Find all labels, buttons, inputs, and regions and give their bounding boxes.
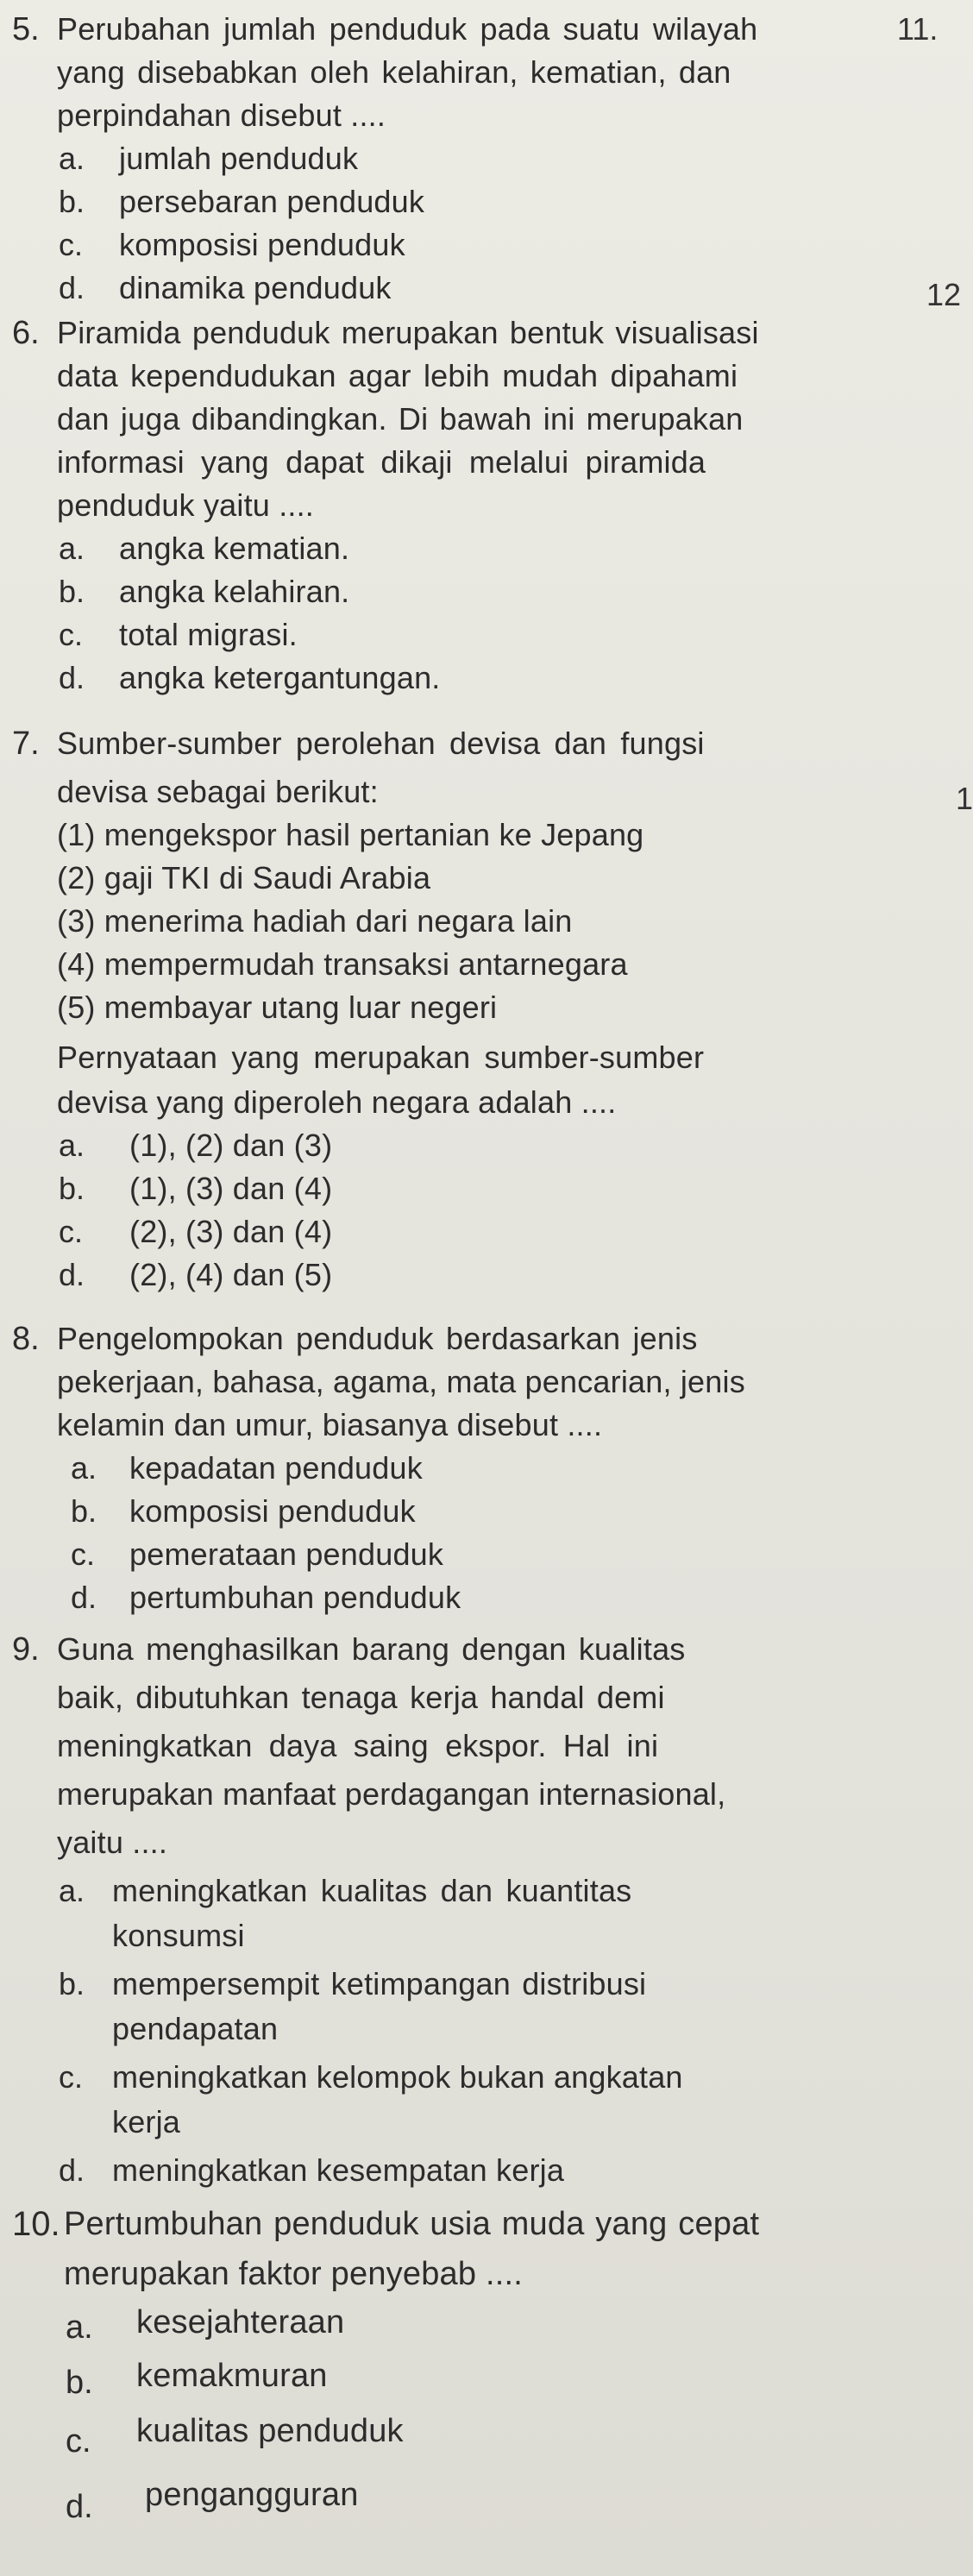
question-number: 10. (12, 2205, 60, 2243)
question-stem-line: devisa yang diperoleh negara adalah .... (57, 1084, 617, 1120)
question-stem-line: pekerjaan, bahasa, agama, mata pencarian, jenis (57, 1364, 745, 1399)
statement-item: (2) gaji TKI di Saudi Arabia (57, 860, 431, 895)
option-text: kerja (112, 2104, 181, 2139)
question-number: 7. (12, 726, 40, 762)
option-text: kepadatan penduduk (129, 1450, 423, 1486)
option-letter: a. (59, 141, 85, 176)
option-text: meningkatkan kesempatan kerja (112, 2152, 565, 2188)
option-letter: a. (71, 1450, 97, 1486)
option-letter: d. (59, 660, 85, 695)
option-text: persebaran penduduk (119, 184, 425, 219)
option-text: kualitas penduduk (136, 2413, 404, 2449)
option-letter: b. (59, 184, 85, 219)
option-text: meningkatkan kualitas dan kuantitas (112, 1873, 632, 1908)
option-letter: c. (59, 617, 84, 652)
option-text: pengangguran (145, 2477, 359, 2513)
option-letter: b. (59, 1966, 85, 2001)
option-letter: d. (59, 270, 85, 305)
option-letter: d. (71, 1580, 97, 1615)
question-stem-line: Guna menghasilkan barang dengan kualitas (57, 1631, 686, 1667)
statement-item: (5) membayar utang luar negeri (57, 990, 498, 1025)
option-letter: a. (59, 1128, 85, 1163)
option-text: pemerataan penduduk (129, 1536, 444, 1572)
side-number: 1 (956, 781, 973, 816)
question-stem-line: data kependudukan agar lebih mudah dipahami (57, 358, 738, 393)
option-letter: c. (66, 2423, 91, 2460)
option-text: pendapatan (112, 2011, 279, 2046)
question-stem-line: yaitu .... (57, 1825, 168, 1860)
question-stem-line: Perubahan jumlah penduduk pada suatu wilayah (57, 11, 758, 47)
question-stem-line: dan juga dibandingkan. Di bawah ini merupakan (57, 401, 744, 437)
statement-item: (1) mengekspor hasil pertanian ke Jepang (57, 817, 644, 852)
option-text: konsumsi (112, 1918, 245, 1953)
option-letter: d. (59, 1257, 85, 1292)
option-text: (1), (3) dan (4) (129, 1171, 333, 1206)
option-text: angka ketergantungan. (119, 660, 441, 695)
option-text: pertumbuhan penduduk (129, 1580, 461, 1615)
question-number: 5. (12, 11, 40, 47)
side-number: 11. (897, 11, 938, 47)
option-letter: b. (71, 1493, 97, 1529)
option-letter: c. (59, 227, 84, 262)
question-number: 8. (12, 1321, 40, 1357)
question-stem-line: penduduk yaitu .... (57, 487, 315, 523)
option-letter: a. (66, 2309, 93, 2346)
question-stem-line: baik, dibutuhkan tenaga kerja handal demi (57, 1680, 665, 1715)
option-letter: d. (59, 2152, 85, 2188)
option-text: (2), (4) dan (5) (129, 1257, 333, 1292)
question-stem-line: yang disebabkan oleh kelahiran, kematian, dan (57, 54, 731, 90)
option-letter: a. (59, 531, 85, 566)
option-letter: a. (59, 1873, 85, 1908)
question-stem-line: Pertumbuhan penduduk usia muda yang cepat (64, 2206, 760, 2242)
question-number: 9. (12, 1631, 40, 1668)
question-stem-line: Sumber-sumber perolehan devisa dan fungsi (57, 726, 705, 761)
option-letter: c. (59, 1214, 84, 1249)
option-text: komposisi penduduk (129, 1493, 416, 1529)
option-text: angka kelahiran. (119, 574, 350, 609)
statement-item: (4) mempermudah transaksi antarnegara (57, 946, 628, 982)
option-text: mempersempit ketimpangan distribusi (112, 1966, 647, 2001)
option-letter: b. (59, 574, 85, 609)
question-stem-line: informasi yang dapat dikaji melalui piramida (57, 444, 706, 480)
side-number: 12 (926, 277, 962, 312)
option-text: angka kematian. (119, 531, 350, 566)
question-number: 6. (12, 315, 40, 351)
option-text: (1), (2) dan (3) (129, 1128, 333, 1163)
question-stem-line: Pernyataan yang merupakan sumber-sumber (57, 1040, 705, 1075)
option-text: kesejahteraan (136, 2304, 345, 2340)
question-stem-line: Piramida penduduk merupakan bentuk visualisasi (57, 315, 759, 350)
option-letter: b. (66, 2365, 93, 2401)
question-stem-line: merupakan faktor penyebab .... (64, 2256, 523, 2292)
option-letter: d. (66, 2489, 93, 2525)
option-text: dinamika penduduk (119, 270, 392, 305)
option-text: komposisi penduduk (119, 227, 405, 262)
question-stem-line: kelamin dan umur, biasanya disebut .... (57, 1407, 603, 1442)
question-stem-line: meningkatkan daya saing ekspor. Hal ini (57, 1728, 659, 1763)
option-text: total migrasi. (119, 617, 298, 652)
question-stem-line: merupakan manfaat perdagangan internasional, (57, 1776, 726, 1812)
question-stem-line: perpindahan disebut .... (57, 97, 386, 133)
option-text: kemakmuran (136, 2358, 328, 2394)
question-stem-line: devisa sebagai berikut: (57, 774, 379, 809)
option-text: meningkatkan kelompok bukan angkatan (112, 2059, 683, 2095)
question-stem-line: Pengelompokan penduduk berdasarkan jenis (57, 1321, 698, 1356)
statement-item: (3) menerima hadiah dari negara lain (57, 903, 573, 939)
option-text: (2), (3) dan (4) (129, 1214, 333, 1249)
option-letter: b. (59, 1171, 85, 1206)
option-letter: c. (59, 2059, 84, 2095)
option-letter: c. (71, 1536, 96, 1572)
option-text: jumlah penduduk (119, 141, 359, 176)
